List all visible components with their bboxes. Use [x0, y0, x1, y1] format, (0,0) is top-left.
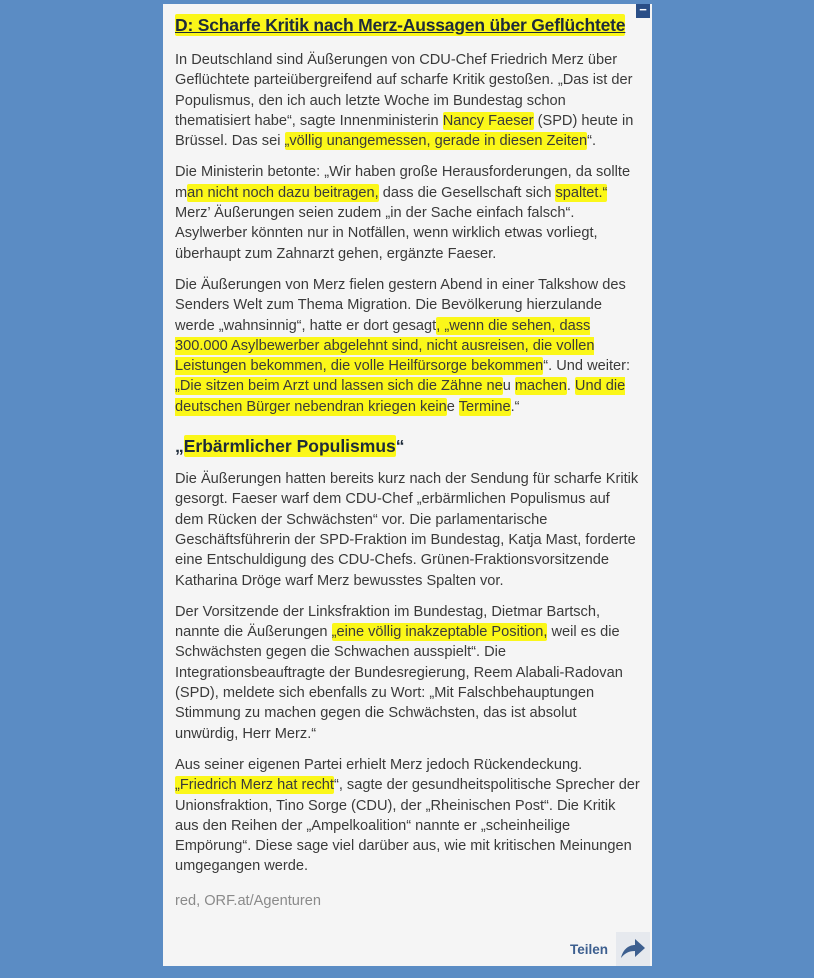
highlight: Termine [458, 398, 511, 415]
article-headline [175, 14, 640, 36]
highlight: „eine völlig inakzeptable Position, [331, 624, 548, 641]
text-segment: Der Vorsitzende der Linksfraktion im Bundestag, Dietmar Bartsch, nannte die Äußerungen [175, 603, 601, 641]
paragraph-2 [175, 162, 640, 263]
text-segment: (SPD) heute in Brüssel. Das sei [175, 112, 634, 150]
text-segment: Merz’ Äußerungen seien zudem „in der Sache einfach falsch“. Asylwerber könnten nur in Notfällen, wenn wirklich etwas vorliegt, überhaupt zum Zahnarzt gehen, ergänzte Faeser. [175, 205, 598, 262]
text-segment: „ [175, 436, 184, 457]
text-segment: u [502, 378, 515, 395]
text-segment: Aus seiner eigenen Partei erhielt Merz jedoch Rückendeckung. [175, 756, 583, 773]
highlight: an nicht noch dazu beitragen, [187, 184, 379, 201]
text-segment: . [566, 378, 575, 395]
section-subheading [175, 435, 640, 457]
highlight: Nancy Faeser [442, 112, 534, 129]
highlight: machen [514, 378, 567, 395]
highlight: „Die sitzen beim Arzt und lassen sich die Zähne ne [175, 378, 503, 395]
text-segment: Die Ministerin betonte: „Wir haben große Herausforderungen, da sollte m [175, 164, 631, 201]
paragraph-3 [175, 275, 640, 417]
highlight: „Friedrich Merz hat recht [175, 777, 334, 794]
text-segment: dass die Gesellschaft sich [378, 184, 556, 201]
collapse-button[interactable]: − [636, 4, 650, 18]
highlight: Erbärmlicher Populismus [183, 436, 396, 457]
text-segment: e [446, 398, 459, 415]
paragraph-5 [175, 602, 640, 744]
text-segment: .“ [510, 398, 520, 415]
highlight: , „wenn die sehen, dass 300.000 Asylbewerber abgelehnt sind, nicht ausreisen, die vollen Leistungen bekommen, die volle Heilfürsorge bekommen [175, 317, 595, 375]
paragraph-1 [175, 50, 640, 151]
text-segment: “ [395, 436, 405, 457]
article-source: red, ORF.at/Agenturen [175, 892, 322, 909]
share-button[interactable] [570, 932, 650, 966]
highlight: „völlig unangemessen, gerade in diesen Zeiten [284, 133, 588, 150]
text-segment: Die Äußerungen von Merz fielen gestern Abend in einer Talkshow des Senders Welt zum Thema Migration. Die Bevölkerung hierzulande werde „wahnsinnig“, hatte er dort gesagt [175, 276, 626, 334]
text-segment: “, sagte der gesundheitspolitische Sprecher der Unionsfraktion, Tino Sorge (CDU), der „Rheinischen Post“. Die Kritik aus den Reihen der „Ampelkoalition“ nannte er „scheinheilige Empörung“. Diese sage viel darüber aus, wie mit kritischen Meinungen umgegangen werde. [175, 777, 640, 875]
share-arrow-icon[interactable] [616, 932, 650, 966]
text-segment: weil es die Schwächsten gegen die Schwachen ausspielt“. Die Integrationsbeauftragte der Bundesregierung, Reem Alabali-Radovan (SPD), meldete sich ebenfalls zu Wort: „Mit Falschbehauptungen Stimmung zu machen gegen die Schwächsten, das ist absolut unwürdig, Herr Merz.“ [175, 624, 623, 742]
highlight: Und die deutschen Bürger nebendran kriegen kein [175, 378, 626, 415]
article-card [163, 4, 652, 966]
text-segment: “. Und weiter: [543, 358, 631, 375]
headline-highlight: D: Scharfe Kritik nach Merz-Aussagen über Geflüchtete [175, 15, 626, 35]
share-label: Teilen [569, 941, 608, 957]
text-segment: In Deutschland sind Äußerungen von CDU-Chef Friedrich Merz über Geflüchtete parteiübergreifend auf scharfe Kritik gestoßen. „Das ist der Populismus, den ich auch letzte Woche im Bundestag schon thematisiert habe“, sagte Innenministerin [175, 52, 633, 129]
highlight: spaltet.“ [555, 184, 608, 201]
paragraph-6 [175, 755, 640, 877]
paragraph-4: Die Äußerungen hatten bereits kurz nach der Sendung für scharfe Kritik gesorgt. Faeser warf dem CDU-Chef „erbärmlichen Populismus auf dem Rücken der Schwächsten“ vor. Die parlamentarische Geschäftsführerin der SPD-Fraktion im Bundestag, Katja Mast, forderte eine Entschuldigung des CDU-Chefs. Grünen-Fraktionsvorsitzende Katharina Dröge warf Merz bewusstes Spalten vor. [175, 471, 639, 589]
text-segment: “. [587, 133, 597, 150]
